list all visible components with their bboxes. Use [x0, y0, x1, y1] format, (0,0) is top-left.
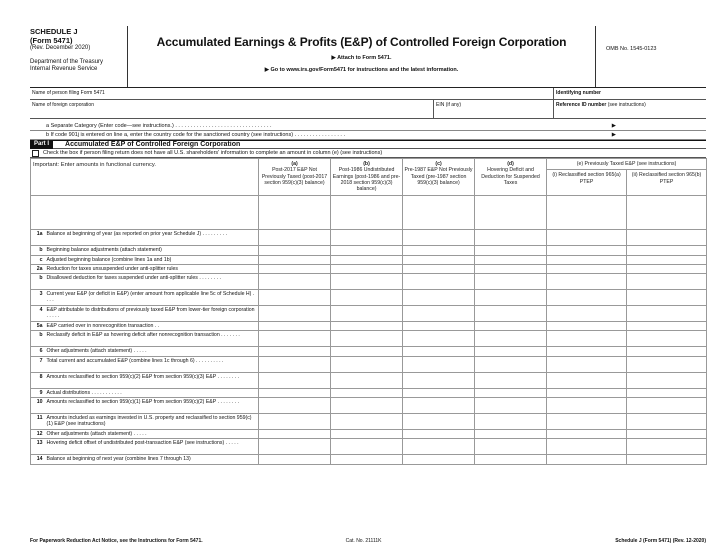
table-row — [31, 246, 707, 255]
line-number: b — [31, 246, 45, 255]
amount-cell[interactable] — [331, 264, 403, 273]
amount-cell[interactable] — [403, 331, 475, 347]
amount-cell[interactable] — [331, 230, 403, 246]
line-description: Reclassify deficit in E&P as hovering deficit after nonrecognition transaction . . . . . . . — [45, 331, 259, 347]
spacer-cell — [547, 196, 627, 230]
amount-cell[interactable] — [331, 388, 403, 397]
amount-cell[interactable] — [475, 455, 547, 464]
form-number: (Form 5471) — [30, 36, 73, 45]
amount-cell[interactable] — [403, 230, 475, 246]
line-number: 11 — [31, 414, 45, 430]
amount-cell[interactable] — [259, 255, 331, 264]
amount-cell[interactable] — [331, 414, 403, 430]
table-row — [31, 306, 707, 322]
col-b-letter: (b) — [363, 161, 370, 167]
amount-cell[interactable] — [331, 290, 403, 306]
line-description: Balance at beginning of year (as reported on prior year Schedule J) . . . . . . . . . — [45, 230, 259, 246]
amount-cell[interactable] — [627, 398, 707, 414]
amount-cell[interactable] — [331, 274, 403, 290]
amount-cell[interactable] — [547, 290, 627, 306]
amount-cell[interactable] — [259, 356, 331, 372]
amount-cell[interactable] — [331, 306, 403, 322]
amount-cell[interactable] — [547, 274, 627, 290]
amount-cell[interactable] — [259, 414, 331, 430]
line-number: 5a — [31, 322, 45, 331]
amount-cell[interactable] — [403, 439, 475, 455]
corporation-row — [30, 100, 706, 119]
table-row — [31, 274, 707, 290]
line-description: Beginning balance adjustments (attach statement) — [45, 246, 259, 255]
amount-cell[interactable] — [259, 455, 331, 464]
amount-cell[interactable] — [547, 356, 627, 372]
amount-cell[interactable] — [627, 274, 707, 290]
amount-cell[interactable] — [331, 331, 403, 347]
reference-id-label: Reference ID number — [556, 102, 607, 108]
ein-label: EIN (if any) — [436, 102, 462, 108]
amount-cell[interactable] — [259, 322, 331, 331]
amount-cell[interactable] — [331, 322, 403, 331]
amount-cell[interactable] — [475, 264, 547, 273]
table-row — [31, 322, 707, 331]
amount-cell[interactable] — [259, 372, 331, 388]
col-a-header — [259, 159, 331, 196]
amount-cell[interactable] — [547, 388, 627, 397]
amount-cell[interactable] — [403, 274, 475, 290]
amount-cell[interactable] — [475, 388, 547, 397]
amount-cell[interactable] — [627, 306, 707, 322]
line-b-label: b If code 901j is entered on line a, enter the country code for the sanctioned country (see instructions) . . . . . . . . . . . . . . . . . — [46, 131, 345, 138]
table-row — [31, 430, 707, 439]
amount-cell[interactable] — [259, 264, 331, 273]
amount-cell[interactable] — [403, 414, 475, 430]
spacer-cell — [331, 196, 403, 230]
line-description: Total current and accumulated E&P (combine lines 1c through 6) . . . . . . . . . . — [45, 356, 259, 372]
col-d-letter: (d) — [507, 161, 514, 167]
filer-name-field[interactable] — [30, 88, 554, 99]
amount-cell[interactable] — [627, 246, 707, 255]
spacer-cell — [403, 196, 475, 230]
amount-cell[interactable] — [403, 388, 475, 397]
amount-cell[interactable] — [627, 255, 707, 264]
col-b-text: Post-1986 Undistributed Earnings (post-1986 and pre-2018 section 959(c)(3) balance) — [332, 167, 401, 193]
form-header — [30, 26, 706, 88]
col-c-text: Pre-1987 E&P Not Previously Taxed (pre-1987 section 959(c)(3) balance) — [404, 167, 473, 186]
amount-cell[interactable] — [475, 246, 547, 255]
amount-cell[interactable] — [331, 372, 403, 388]
corporation-name-field[interactable] — [30, 100, 434, 118]
line-number: 2a — [31, 264, 45, 273]
identifying-number-field[interactable] — [554, 88, 603, 99]
table-row — [31, 347, 707, 356]
amount-cell[interactable] — [331, 356, 403, 372]
table-row — [31, 372, 707, 388]
amount-cell[interactable] — [547, 414, 627, 430]
col-e-i-header: (i) Reclassified section 965(a) PTEP — [547, 170, 627, 196]
filer-name-label: Name of person filing Form 5471 — [32, 90, 105, 96]
amount-cell[interactable] — [547, 246, 627, 255]
line-number: 3 — [31, 290, 45, 306]
spacer-cell — [259, 196, 331, 230]
catalog-number: Cat. No. 21111K — [345, 538, 382, 544]
amount-cell[interactable] — [627, 439, 707, 455]
omb-number: OMB No. 1545-0123 — [606, 46, 657, 52]
amount-cell[interactable] — [403, 306, 475, 322]
ep-table-body — [31, 230, 707, 464]
amount-cell[interactable] — [259, 347, 331, 356]
col-d-header — [475, 159, 547, 196]
amount-cell[interactable] — [627, 331, 707, 347]
schedule-name: SCHEDULE J — [30, 27, 78, 36]
amount-cell[interactable] — [475, 255, 547, 264]
line-number: 7 — [31, 356, 45, 372]
amount-cell[interactable] — [331, 439, 403, 455]
col-c-letter: (c) — [435, 161, 442, 167]
line-description: Other adjustments (attach statement) . . . . . — [45, 347, 259, 356]
amount-cell[interactable] — [475, 430, 547, 439]
amount-cell[interactable] — [331, 255, 403, 264]
col-d-text: Hovering Deficit and Deduction for Suspended Taxes — [481, 167, 540, 186]
col-a-letter: (a) — [291, 161, 298, 167]
amount-cell[interactable] — [259, 306, 331, 322]
amount-cell[interactable] — [547, 347, 627, 356]
shareholder-info-check-row — [30, 149, 706, 158]
instructions-note: ▶ Go to www.irs.gov/Form5471 for instructions and the latest information. — [264, 67, 459, 73]
amount-cell[interactable] — [627, 322, 707, 331]
table-row — [31, 439, 707, 455]
line-b-country-code[interactable] — [30, 131, 706, 140]
ep-table — [30, 158, 707, 465]
line-number: 9 — [31, 388, 45, 397]
line-description: Adjusted beginning balance (combine lines 1a and 1b) — [45, 255, 259, 264]
amount-cell[interactable] — [259, 398, 331, 414]
form-title: Accumulated Earnings & Profits (E&P) of Controlled Foreign Corporation — [156, 35, 567, 49]
amount-cell[interactable] — [403, 255, 475, 264]
amount-cell[interactable] — [627, 430, 707, 439]
spacer-cell — [627, 196, 707, 230]
amount-cell[interactable] — [259, 388, 331, 397]
amount-cell[interactable] — [475, 230, 547, 246]
amount-cell[interactable] — [547, 322, 627, 331]
reference-id-field[interactable] — [554, 100, 648, 118]
line-number: 4 — [31, 306, 45, 322]
amount-cell[interactable] — [403, 398, 475, 414]
form-footer-id: Schedule J (Form 5471) (Rev. 12-2020) — [615, 538, 706, 544]
line-number: 8 — [31, 372, 45, 388]
reference-id-note: (see instructions) — [607, 102, 646, 108]
amount-cell[interactable] — [475, 414, 547, 430]
form-identifier — [30, 26, 128, 87]
omb-block — [596, 26, 706, 87]
table-row — [31, 414, 707, 430]
paperwork-notice: For Paperwork Reduction Act Notice, see the Instructions for Form 5471. — [30, 538, 203, 544]
amount-cell[interactable] — [547, 398, 627, 414]
table-row — [31, 356, 707, 372]
table-row — [31, 331, 707, 347]
line-description: Amounts reclassified to section 959(c)(1) E&P from section 959(c)(2) E&P . . . . . . . . — [45, 398, 259, 414]
table-row — [31, 455, 707, 464]
line-description: Amounts reclassified to section 959(c)(2) E&P from section 959(c)(3) E&P . . . . . . . . — [45, 372, 259, 388]
amount-cell[interactable] — [259, 274, 331, 290]
amount-cell[interactable] — [475, 322, 547, 331]
amount-cell[interactable] — [259, 430, 331, 439]
spacer-cell — [475, 196, 547, 230]
line-description: E&P attributable to distributions of previously taxed E&P from lower-tier foreign corporation . . . . . — [45, 306, 259, 322]
amount-cell[interactable] — [259, 331, 331, 347]
amount-cell[interactable] — [259, 439, 331, 455]
line-number: 12 — [31, 430, 45, 439]
amount-cell[interactable] — [331, 430, 403, 439]
form-title-block — [128, 26, 596, 87]
amount-cell[interactable] — [475, 290, 547, 306]
amount-cell[interactable] — [331, 398, 403, 414]
ein-field[interactable] — [434, 100, 554, 118]
line-number: c — [31, 255, 45, 264]
line-description: Disallowed deduction for taxes suspended under anti-splitter rules . . . . . . . . — [45, 274, 259, 290]
amount-cell[interactable] — [331, 347, 403, 356]
amount-cell[interactable] — [627, 290, 707, 306]
amount-cell[interactable] — [547, 372, 627, 388]
line-b-arrow: ▶ — [611, 131, 616, 138]
line-number: 6 — [31, 347, 45, 356]
line-description: Hovering deficit offset of undistributed post-transaction E&P (see instructions) . . . . . — [45, 439, 259, 455]
line-a-arrow: ▶ — [611, 122, 616, 129]
amount-cell[interactable] — [475, 274, 547, 290]
amount-cell[interactable] — [475, 331, 547, 347]
amount-cell[interactable] — [331, 455, 403, 464]
line-a-label: a Separate Category (Enter code—see instructions.) . . . . . . . . . . . . . . . . . . . . . . . . . . . . . . . . — [46, 122, 272, 129]
amount-cell[interactable] — [331, 246, 403, 255]
col-b-header — [331, 159, 403, 196]
amount-cell[interactable] — [547, 230, 627, 246]
line-number: 13 — [31, 439, 45, 455]
col-e-header: (e) Previously Taxed E&P (see instructions) — [547, 159, 707, 170]
amount-cell[interactable] — [627, 347, 707, 356]
line-number: 14 — [31, 455, 45, 464]
part-i-tag: Part I — [30, 140, 53, 149]
amount-cell[interactable] — [403, 246, 475, 255]
line-number: b — [31, 331, 45, 347]
amount-cell[interactable] — [403, 347, 475, 356]
col-e-ii-header: (ii) Reclassified section 965(b) PTEP — [627, 170, 707, 196]
line-description: Amounts included as earnings invested in U.S. property and reclassified to section 959(c)(1) E&P (see instructions) — [45, 414, 259, 430]
identifying-number-label: Identifying number — [556, 90, 601, 96]
important-note: Important: Enter amounts in functional currency. — [31, 159, 259, 196]
shareholder-info-check-label: Check the box if person filing return does not have all U.S. shareholders' information to complete an amount in column (e) (see instructions) — [43, 150, 383, 156]
line-description: Actual distributions . . . . . . . . . . . — [45, 388, 259, 397]
table-row — [31, 230, 707, 246]
table-row — [31, 398, 707, 414]
line-description: Current year E&P (or deficit in E&P) (enter amount from applicable line 5c of Schedule H) . . . . — [45, 290, 259, 306]
amount-cell[interactable] — [403, 322, 475, 331]
table-row — [31, 290, 707, 306]
table-row — [31, 388, 707, 397]
amount-cell[interactable] — [627, 455, 707, 464]
amount-cell[interactable] — [627, 388, 707, 397]
amount-cell[interactable] — [627, 372, 707, 388]
revision-date: (Rev. December 2020) — [30, 45, 91, 51]
amount-cell[interactable] — [403, 372, 475, 388]
shareholder-info-checkbox[interactable] — [32, 150, 39, 157]
department: Department of the Treasury — [30, 58, 104, 65]
line-description: Balance at beginning of next year (combine lines 7 through 13) — [45, 455, 259, 464]
amount-cell[interactable] — [259, 246, 331, 255]
amount-cell[interactable] — [547, 264, 627, 273]
amount-cell[interactable] — [547, 306, 627, 322]
line-description: Reduction for taxes unsuspended under anti-splitter rules — [45, 264, 259, 273]
amount-cell[interactable] — [259, 290, 331, 306]
amount-cell[interactable] — [475, 372, 547, 388]
amount-cell[interactable] — [627, 230, 707, 246]
amount-cell[interactable] — [627, 356, 707, 372]
amount-cell[interactable] — [403, 455, 475, 464]
amount-cell[interactable] — [403, 290, 475, 306]
amount-cell[interactable] — [547, 331, 627, 347]
amount-cell[interactable] — [547, 255, 627, 264]
table-row — [31, 255, 707, 264]
amount-cell[interactable] — [403, 356, 475, 372]
line-number: 10 — [31, 398, 45, 414]
col-a-text: Post-2017 E&P Not Previously Taxed (post-2017 section 959(c)(3) balance) — [261, 167, 328, 186]
line-number: b — [31, 274, 45, 290]
table-row — [31, 264, 707, 273]
form-footer — [30, 538, 706, 544]
amount-cell[interactable] — [475, 439, 547, 455]
corporation-name-label: Name of foreign corporation — [32, 102, 94, 108]
header-spacer — [31, 196, 259, 230]
amount-cell[interactable] — [547, 455, 627, 464]
amount-cell[interactable] — [403, 430, 475, 439]
amount-cell[interactable] — [475, 347, 547, 356]
line-description: E&P carried over in nonrecognition transaction . . — [45, 322, 259, 331]
amount-cell[interactable] — [627, 414, 707, 430]
amount-cell[interactable] — [475, 398, 547, 414]
amount-cell[interactable] — [547, 430, 627, 439]
amount-cell[interactable] — [627, 264, 707, 273]
amount-cell[interactable] — [403, 264, 475, 273]
amount-cell[interactable] — [547, 439, 627, 455]
col-c-header — [403, 159, 475, 196]
amount-cell[interactable] — [475, 306, 547, 322]
attach-note: ▶ Attach to Form 5471. — [331, 55, 392, 61]
filer-row — [30, 88, 706, 100]
amount-cell[interactable] — [475, 356, 547, 372]
amount-cell[interactable] — [259, 230, 331, 246]
agency: Internal Revenue Service — [30, 66, 98, 72]
part-i-header — [30, 140, 706, 149]
line-description: Other adjustments (attach statement) . . . . . — [45, 430, 259, 439]
line-number: 1a — [31, 230, 45, 246]
part-i-title: Accumulated E&P of Controlled Foreign Corporation — [65, 141, 241, 148]
